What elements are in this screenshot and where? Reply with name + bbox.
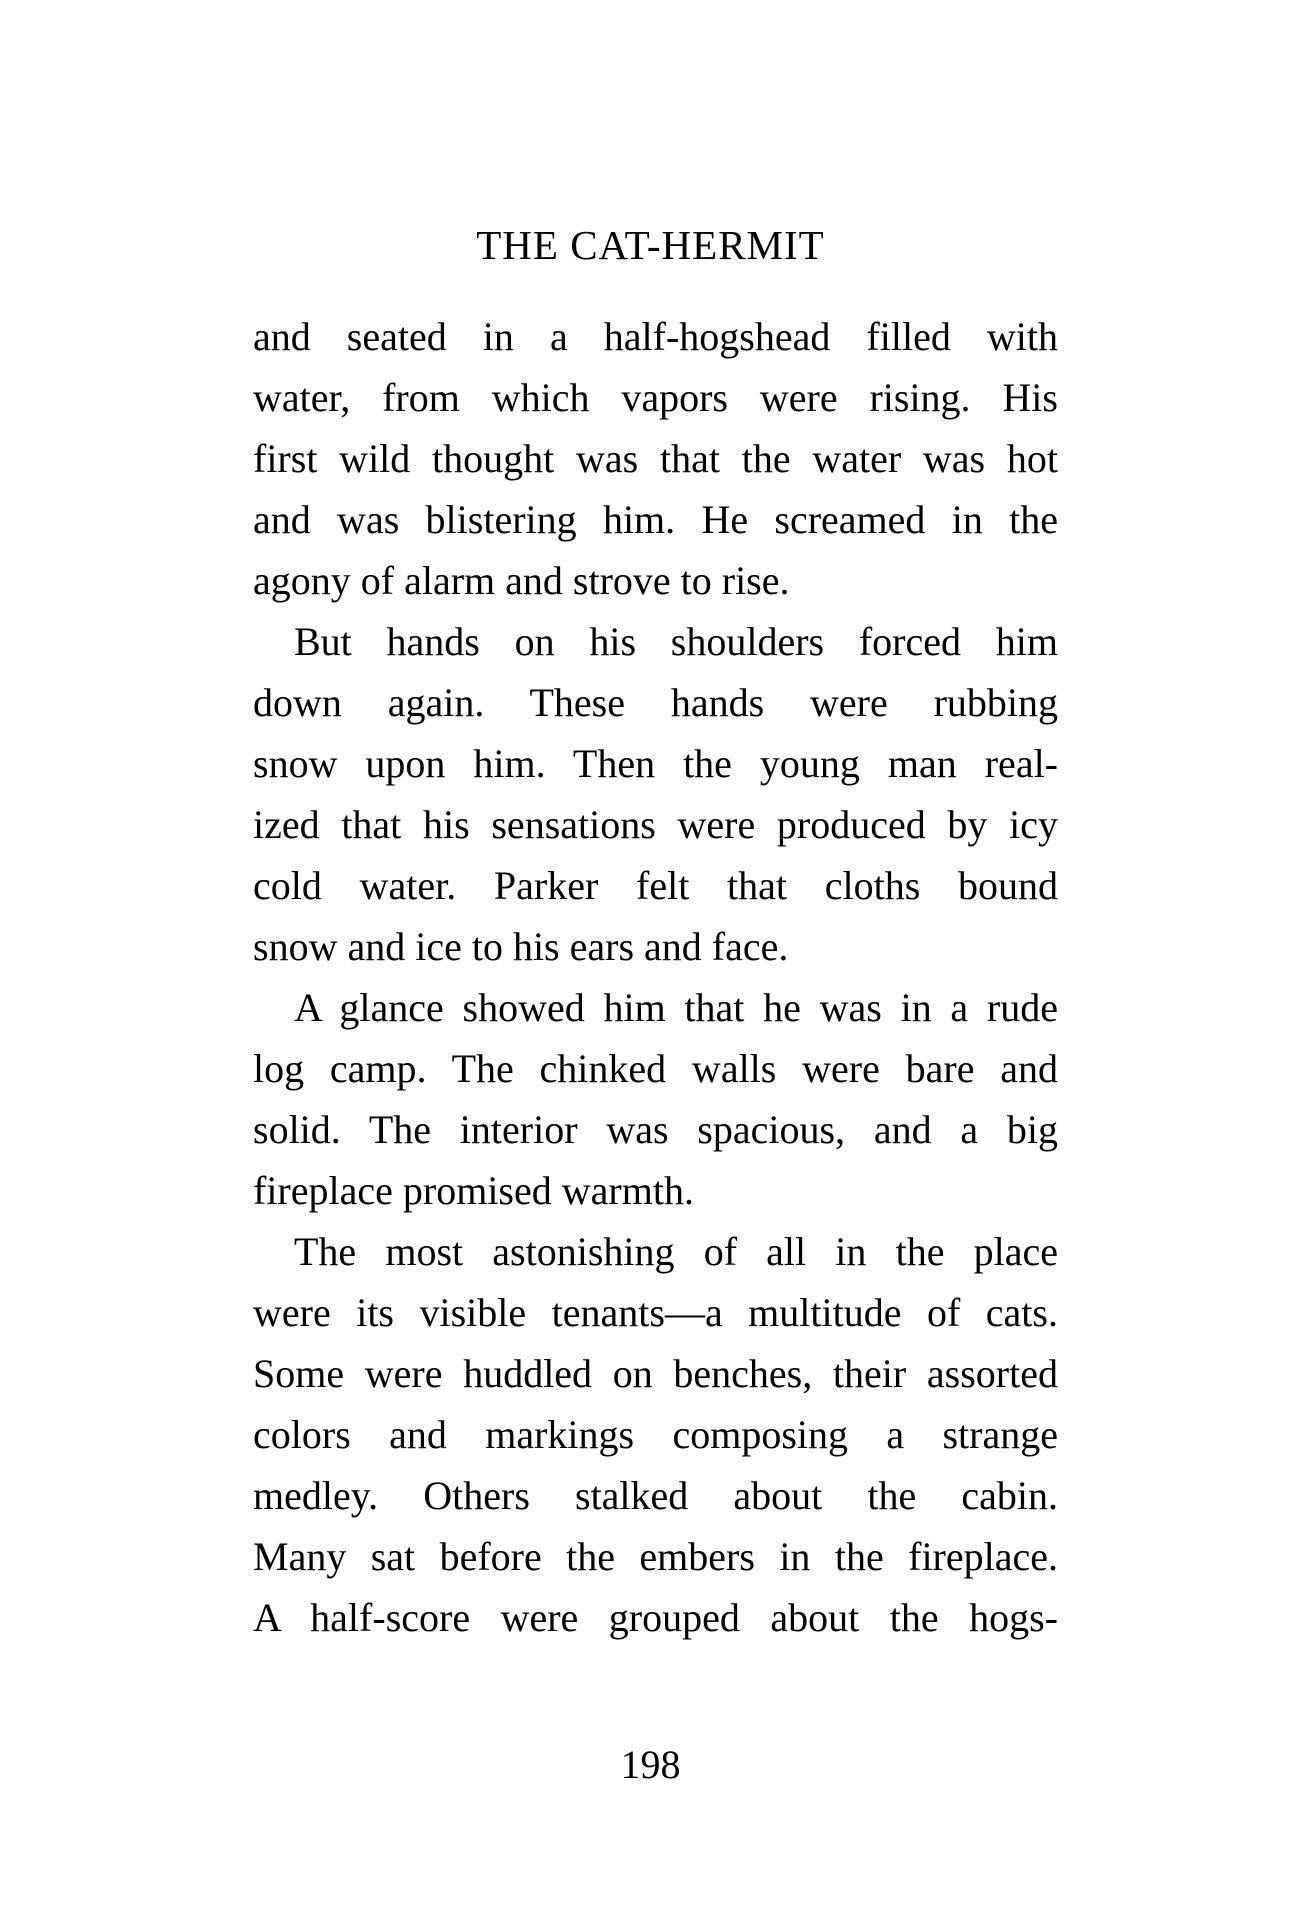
text-line: medley. Others stalked about the cabin. (253, 1473, 1058, 1518)
text-line: Some were huddled on benches, their assorted (253, 1351, 1058, 1396)
text-line: snow upon him. Then the young man real- (253, 741, 1058, 786)
text-line: A glance showed him that he was in a rude (294, 985, 1058, 1030)
text-line: The most astonishing of all in the place (294, 1229, 1058, 1274)
text-line: first wild thought was that the water was hot (253, 436, 1058, 481)
running-head: THE CAT-HERMIT (476, 222, 825, 268)
text-line: Many sat before the embers in the fireplace. (253, 1534, 1058, 1579)
text-line: A half-score were grouped about the hogs- (253, 1595, 1058, 1640)
text-line: down again. These hands were rubbing (253, 680, 1058, 725)
text-line: and was blistering him. He screamed in the (253, 497, 1058, 542)
body-text (253, 306, 1058, 1648)
text-line: cold water. Parker felt that cloths bound (253, 863, 1058, 908)
text-line: log camp. The chinked walls were bare and (253, 1046, 1058, 1091)
text-line: snow and ice to his ears and face. (253, 924, 789, 969)
text-line: ized that his sensations were produced by icy (253, 802, 1058, 847)
text-line: were its visible tenants—a multitude of cats. (253, 1290, 1058, 1335)
text-line: solid. The interior was spacious, and a big (253, 1107, 1058, 1152)
page-number: 198 (620, 1742, 681, 1787)
text-line: colors and markings composing a strange (253, 1412, 1058, 1457)
text-line: agony of alarm and strove to rise. (253, 558, 790, 603)
text-line: But hands on his shoulders forced him (294, 619, 1058, 664)
text-line: and seated in a half-hogshead filled with (253, 314, 1058, 359)
text-line: water, from which vapors were rising. His (253, 375, 1058, 420)
text-line: fireplace promised warmth. (253, 1168, 694, 1213)
